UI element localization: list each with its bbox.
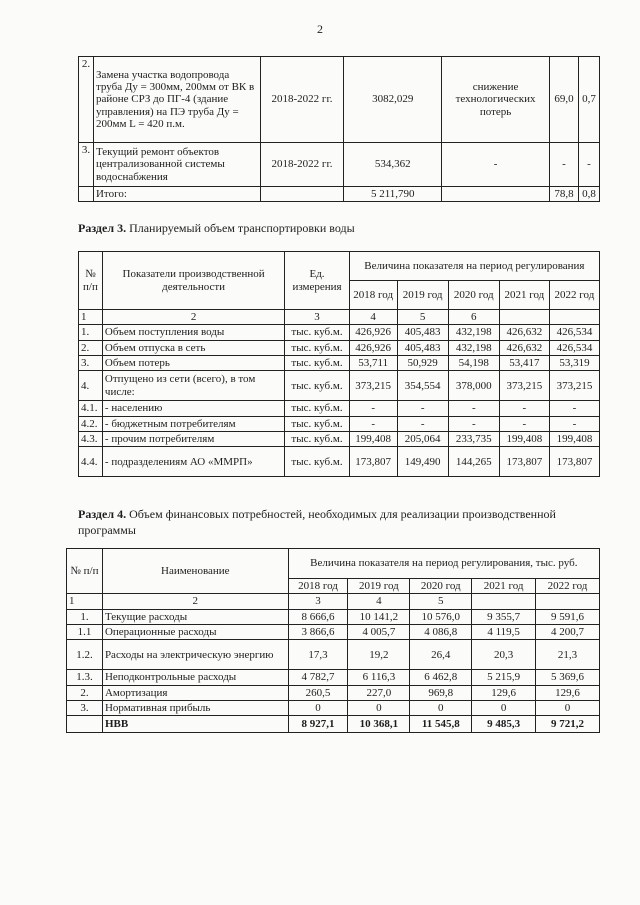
- indicator-name: Объем поступления воды: [102, 325, 284, 340]
- year-value: 9 721,2: [536, 716, 600, 733]
- year-value: -: [549, 416, 599, 431]
- table-row: [67, 700, 600, 715]
- unit: тыс. куб.м.: [285, 447, 349, 477]
- table-row: [67, 624, 600, 639]
- expense-name: Нормативная прибыль: [102, 700, 288, 715]
- year-value: 129,6: [536, 685, 600, 700]
- table-row: [79, 431, 600, 446]
- year-value: 378,000: [448, 371, 499, 401]
- header-year: 2019 год: [397, 281, 448, 310]
- year-value: 53,417: [499, 355, 549, 370]
- year-value: 373,215: [349, 371, 397, 401]
- measure-effect: снижение технологических потерь: [442, 57, 550, 143]
- row-number: 2.: [67, 685, 103, 700]
- year-value: 199,408: [499, 431, 549, 446]
- year-value: 20,3: [472, 640, 536, 670]
- year-value: 19,2: [348, 640, 410, 670]
- year-value: 8 927,1: [288, 716, 348, 733]
- header-year: 2021 год: [499, 281, 549, 310]
- year-value: 4 200,7: [536, 624, 600, 639]
- year-value: 373,215: [549, 371, 599, 401]
- measure-value-1: -: [550, 143, 579, 187]
- year-value: 426,534: [549, 340, 599, 355]
- measure-effect: -: [442, 143, 550, 187]
- header-year: 2020 год: [448, 281, 499, 310]
- section-4-heading: [78, 507, 600, 538]
- row-number: 2.: [79, 57, 94, 143]
- unit: тыс. куб.м.: [285, 325, 349, 340]
- year-value: -: [397, 401, 448, 416]
- header-year: 2018 год: [349, 281, 397, 310]
- year-value: 6 462,8: [410, 670, 472, 685]
- year-value: -: [349, 401, 397, 416]
- year-value: 199,408: [549, 431, 599, 446]
- year-value: 405,483: [397, 325, 448, 340]
- year-value: 53,319: [549, 355, 599, 370]
- year-value: 173,807: [499, 447, 549, 477]
- index-cell: 6: [448, 310, 499, 325]
- year-value: 0: [536, 700, 600, 715]
- header-period: Величина показателя на период регулирования: [349, 252, 599, 281]
- row-number: 4.1.: [79, 401, 103, 416]
- year-value: 10 368,1: [348, 716, 410, 733]
- indicator-name: Объем отпуска в сеть: [102, 340, 284, 355]
- row-number: 4.2.: [79, 416, 103, 431]
- unit: тыс. куб.м.: [285, 371, 349, 401]
- header-num: № п/п: [67, 549, 103, 594]
- year-value: 432,198: [448, 325, 499, 340]
- row-number: 1.2.: [67, 640, 103, 670]
- year-value: 173,807: [549, 447, 599, 477]
- section-4-number: Раздел 4.: [78, 507, 127, 521]
- year-value: 233,735: [448, 431, 499, 446]
- expense-name: Операционные расходы: [102, 624, 288, 639]
- index-cell: 3: [285, 310, 349, 325]
- table-row: [79, 340, 600, 355]
- year-value: 969,8: [410, 685, 472, 700]
- year-value: 149,490: [397, 447, 448, 477]
- row-number: 2.: [79, 340, 103, 355]
- year-value: 205,064: [397, 431, 448, 446]
- year-value: 4 086,8: [410, 624, 472, 639]
- measure-name: Текущий ремонт объектов централизованной системы водоснабжения: [93, 143, 260, 187]
- header-indicator: Показатели производственной деятельности: [102, 252, 284, 310]
- year-value: 5 215,9: [472, 670, 536, 685]
- year-value: 10 576,0: [410, 609, 472, 624]
- year-value: -: [349, 416, 397, 431]
- year-value: 4 119,5: [472, 624, 536, 639]
- measure-amount: 534,362: [344, 143, 442, 187]
- year-value: 26,4: [410, 640, 472, 670]
- nvv-total-row: [67, 716, 600, 733]
- index-cell: 4: [349, 310, 397, 325]
- year-value: 10 141,2: [348, 609, 410, 624]
- year-value: 6 116,3: [348, 670, 410, 685]
- year-value: 17,3: [288, 640, 348, 670]
- nvv-label: НВВ: [102, 716, 288, 733]
- expense-name: Расходы на электрическую энергию: [102, 640, 288, 670]
- total-label: Итого:: [93, 187, 260, 202]
- table-row: [79, 57, 600, 143]
- year-value: 21,3: [536, 640, 600, 670]
- year-value: 5 369,6: [536, 670, 600, 685]
- unit: тыс. куб.м.: [285, 416, 349, 431]
- row-number: 3.: [79, 355, 103, 370]
- measure-value-2: 0,7: [578, 57, 599, 143]
- measure-name: Замена участка водопровода труба Ду = 300мм, 200мм от ВК в районе СРЗ до ПГ-4 (здание управления) на ПЭ труба Ду = 200мм L = 420 п.м.: [93, 57, 260, 143]
- year-value: 4 782,7: [288, 670, 348, 685]
- row-number: 4.4.: [79, 447, 103, 477]
- indicator-name: Отпущено из сети (всего), в том числе:: [102, 371, 284, 401]
- year-value: 199,408: [349, 431, 397, 446]
- indicator-name: - подразделениям АО «ММРП»: [102, 447, 284, 477]
- year-value: 54,198: [448, 355, 499, 370]
- year-value: 426,926: [349, 340, 397, 355]
- table-row: [67, 609, 600, 624]
- year-value: 9 591,6: [536, 609, 600, 624]
- year-value: 8 666,6: [288, 609, 348, 624]
- index-cell: [536, 594, 600, 609]
- index-cell: 5: [397, 310, 448, 325]
- expense-name: Амортизация: [102, 685, 288, 700]
- year-value: 3 866,6: [288, 624, 348, 639]
- table-row: [79, 143, 600, 187]
- unit: тыс. куб.м.: [285, 340, 349, 355]
- total-row: [79, 187, 600, 202]
- measure-period: 2018-2022 гг.: [260, 143, 344, 187]
- header-num: № п/п: [79, 252, 103, 310]
- year-value: 426,632: [499, 340, 549, 355]
- year-value: 144,265: [448, 447, 499, 477]
- total-amount: 5 211,790: [344, 187, 442, 202]
- financial-needs-table: [66, 548, 600, 733]
- expense-name: Текущие расходы: [102, 609, 288, 624]
- section-3-number: Раздел 3.: [78, 221, 127, 235]
- header-name: Наименование: [102, 549, 288, 594]
- year-value: 0: [472, 700, 536, 715]
- table-row: [79, 416, 600, 431]
- unit: тыс. куб.м.: [285, 355, 349, 370]
- row-number: 4.3.: [79, 431, 103, 446]
- section-4-title: Объем финансовых потребностей, необходимых для реализации производственной программы: [78, 507, 556, 537]
- row-number: 1.3.: [67, 670, 103, 685]
- year-value: 0: [410, 700, 472, 715]
- indicator-name: - прочим потребителям: [102, 431, 284, 446]
- year-value: -: [448, 416, 499, 431]
- measure-value-1: 69,0: [550, 57, 579, 143]
- unit: тыс. куб.м.: [285, 431, 349, 446]
- transport-volume-table: [78, 251, 600, 477]
- indicator-name: Объем потерь: [102, 355, 284, 370]
- index-cell: 5: [410, 594, 472, 609]
- index-cell: 2: [102, 594, 288, 609]
- header-period: Величина показателя на период регулирования, тыс. руб.: [288, 549, 599, 579]
- expense-name: Неподконтрольные расходы: [102, 670, 288, 685]
- index-cell: [549, 310, 599, 325]
- measure-period: 2018-2022 гг.: [260, 57, 344, 143]
- header-year: 2022 год: [549, 281, 599, 310]
- year-value: 426,926: [349, 325, 397, 340]
- index-cell: 2: [102, 310, 284, 325]
- row-number: 3.: [79, 143, 94, 187]
- table-row: [79, 447, 600, 477]
- year-value: 426,632: [499, 325, 549, 340]
- table-row: [79, 325, 600, 340]
- year-value: 9 355,7: [472, 609, 536, 624]
- year-value: 129,6: [472, 685, 536, 700]
- measures-table: [78, 56, 600, 202]
- unit: тыс. куб.м.: [285, 401, 349, 416]
- header-year: 2020 год: [410, 579, 472, 594]
- year-value: -: [549, 401, 599, 416]
- header-year: 2018 год: [288, 579, 348, 594]
- year-value: 260,5: [288, 685, 348, 700]
- page-number: 2: [317, 22, 323, 36]
- year-value: 53,711: [349, 355, 397, 370]
- year-value: 0: [348, 700, 410, 715]
- measure-value-2: -: [578, 143, 599, 187]
- total-value-1: 78,8: [550, 187, 579, 202]
- index-cell: 4: [348, 594, 410, 609]
- year-value: 405,483: [397, 340, 448, 355]
- index-cell: [472, 594, 536, 609]
- table-row: [67, 685, 600, 700]
- header-year: 2021 год: [472, 579, 536, 594]
- header-year: 2022 год: [536, 579, 600, 594]
- indicator-name: - населению: [102, 401, 284, 416]
- year-value: 432,198: [448, 340, 499, 355]
- row-number: 1.1: [67, 624, 103, 639]
- year-value: 11 545,8: [410, 716, 472, 733]
- year-value: 0: [288, 700, 348, 715]
- year-value: 426,534: [549, 325, 599, 340]
- table-row: [67, 670, 600, 685]
- index-cell: 3: [288, 594, 348, 609]
- indicator-name: - бюджетным потребителям: [102, 416, 284, 431]
- section-3-heading: [78, 221, 600, 237]
- year-value: 373,215: [499, 371, 549, 401]
- row-number: 3.: [67, 700, 103, 715]
- index-cell: 1: [79, 310, 103, 325]
- total-value-2: 0,8: [578, 187, 599, 202]
- year-value: 50,929: [397, 355, 448, 370]
- year-value: 9 485,3: [472, 716, 536, 733]
- year-value: 227,0: [348, 685, 410, 700]
- index-cell: 1: [67, 594, 103, 609]
- year-value: 4 005,7: [348, 624, 410, 639]
- row-number: 4.: [79, 371, 103, 401]
- table-row: [79, 355, 600, 370]
- table-row: [79, 401, 600, 416]
- year-value: 173,807: [349, 447, 397, 477]
- row-number: 1.: [67, 609, 103, 624]
- measure-amount: 3082,029: [344, 57, 442, 143]
- table-row: [79, 371, 600, 401]
- section-3-title: Планируемый объем транспортировки воды: [129, 221, 355, 235]
- header-unit: Ед. измерения: [285, 252, 349, 310]
- year-value: -: [448, 401, 499, 416]
- year-value: 354,554: [397, 371, 448, 401]
- year-value: -: [499, 416, 549, 431]
- header-year: 2019 год: [348, 579, 410, 594]
- table-row: [67, 640, 600, 670]
- year-value: -: [397, 416, 448, 431]
- row-number: 1.: [79, 325, 103, 340]
- index-cell: [499, 310, 549, 325]
- year-value: -: [499, 401, 549, 416]
